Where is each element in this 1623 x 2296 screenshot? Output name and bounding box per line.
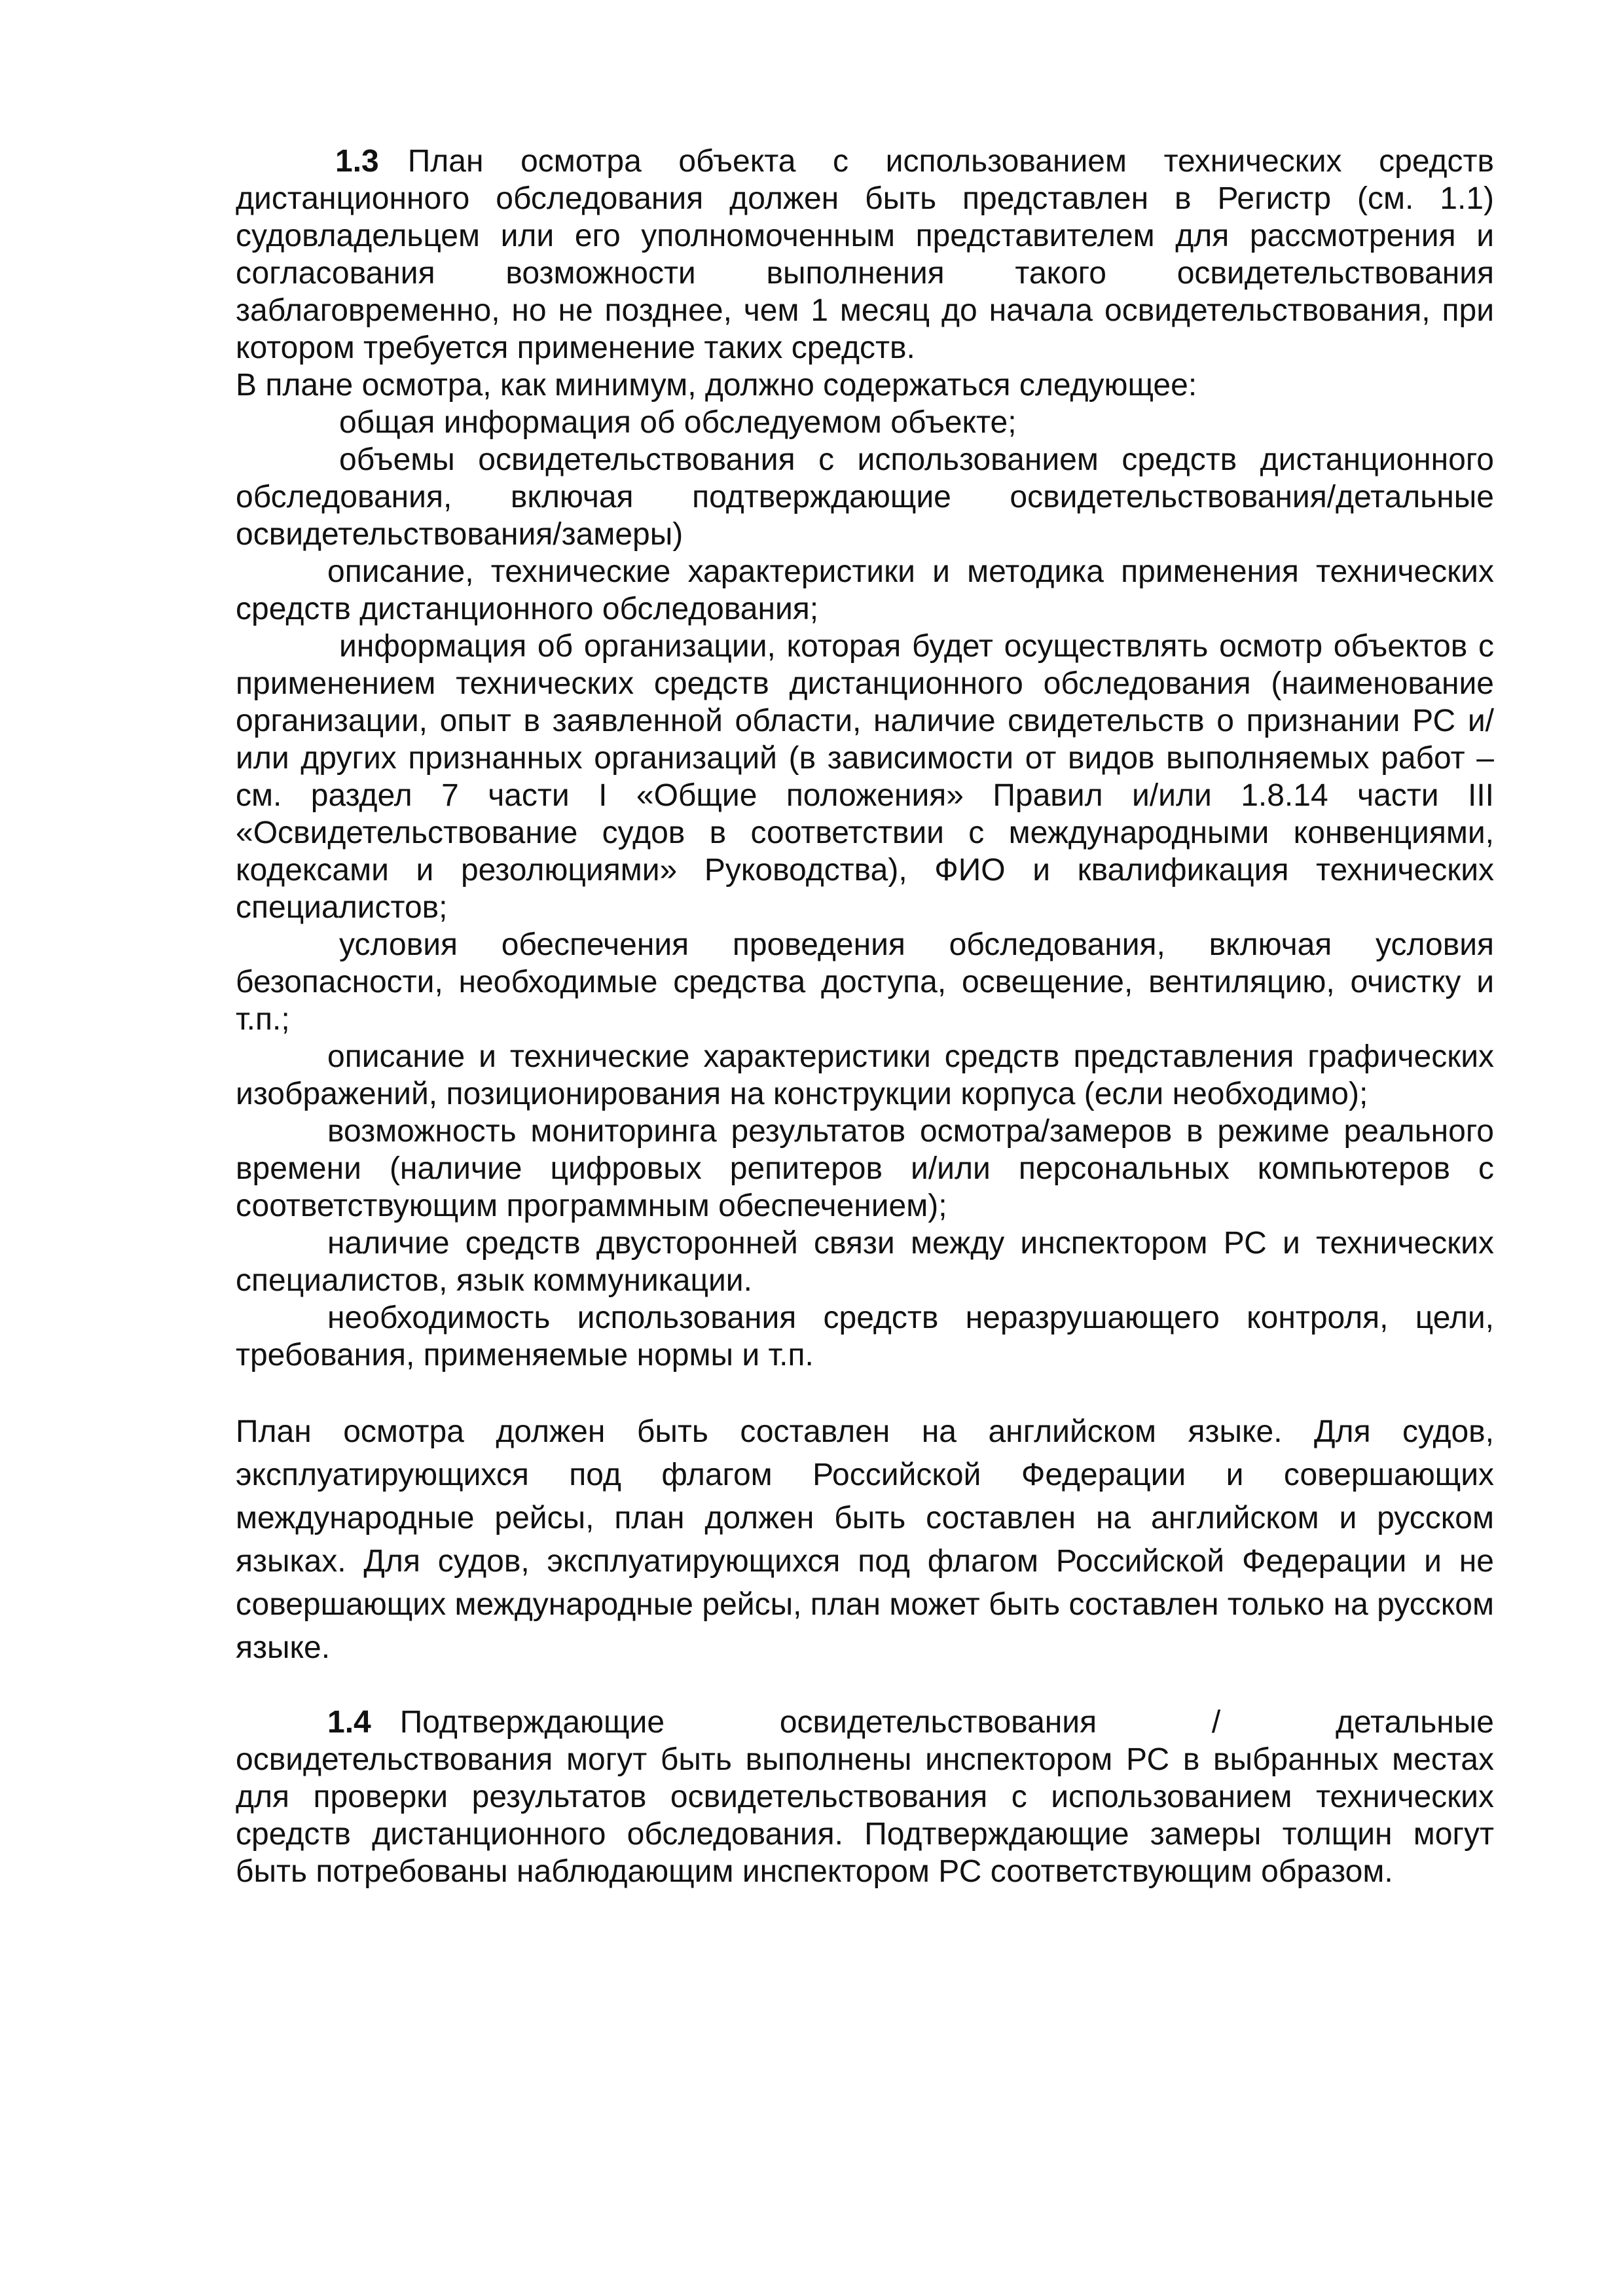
plan-intro: В плане осмотра, как минимум, должно содержаться следующее: bbox=[236, 368, 1197, 403]
plan-item: необходимость использования средств неразрушающего контроля, цели, требования, применяемые нормы и т.п. bbox=[236, 1300, 1494, 1372]
section-1-4-text: Подтверждающие освидетельствования / детальные освидетельствования могут быть выполнены инспектором РС в выбранных местах для проверки результатов освидетельствования с использованием технических средств дистанционного обследования. Подтверждающие замеры толщин могут быть потребованы наблюдающим инспектором РС соответствующим образом. bbox=[236, 1705, 1494, 1889]
plan-item: информация об организации, которая будет осуществлять осмотр объектов с применением технических средств дистанционного обследования (наименование организации, опыт в заявленной области, наличие свидетельств о признании РС и/или других признанных организаций (в зависимости от видов выполняемых работ – см. раздел 7 части I «Общие положения» Правил и/или 1.8.14 части III «Освидетельствование судов в соответствии с международными конвенциями, кодексами и резолюциями» Руководства), ФИО и квалификация технических специалистов; bbox=[236, 629, 1494, 925]
section-1-4-paragraph bbox=[236, 1704, 1494, 1890]
plan-item: описание, технические характеристики и методика применения технических средств дистанционного обследования; bbox=[236, 554, 1494, 626]
document-page bbox=[236, 143, 1494, 1890]
paragraph-spacer bbox=[236, 1670, 1494, 1704]
plan-item: общая информация об обследуемом объекте; bbox=[339, 405, 1017, 440]
language-paragraph: План осмотра должен быть составлен на английском языке. Для судов, эксплуатирующихся под флагом Российской Федерации и совершающих международные рейсы, план должен быть составлен на английском и русском языках. Для судов, эксплуатирующихся под флагом Российской Федерации и не совершающих международные рейсы, план может быть составлен только на русском языке. bbox=[236, 1414, 1494, 1665]
section-number-1-3: 1.3 bbox=[335, 144, 379, 179]
plan-item: объемы освидетельствования с использованием средств дистанционного обследования, включая подтверждающие освидетельствования/детальные освидетельствования/замеры) bbox=[236, 442, 1494, 552]
plan-item: возможность мониторинга результатов осмотра/замеров в режиме реального времени (наличие цифровых репитеров и/или персональных компьютеров с соответствующим программным обеспечением); bbox=[236, 1114, 1494, 1223]
plan-item: условия обеспечения проведения обследования, включая условия безопасности, необходимые средства доступа, освещение, вентиляцию, очистку и т.п.; bbox=[236, 927, 1494, 1037]
plan-item: описание и технические характеристики средств представления графических изображений, позиционирования на конструкции корпуса (если необходимо); bbox=[236, 1039, 1494, 1111]
section-number-1-4: 1.4 bbox=[327, 1705, 371, 1740]
section-1-3-paragraph bbox=[236, 143, 1494, 367]
plan-item: наличие средств двусторонней связи между инспектором РС и технических специалистов, язык коммуникации. bbox=[236, 1226, 1494, 1298]
section-1-3-text: План осмотра объекта с использованием технических средств дистанционного обследования должен быть представлен в Регистр (см. 1.1) судовладельцем или его уполномоченным представителем для рассмотрения и согласования возможности выполнения такого освидетельствования заблаговременно, но не позднее, чем 1 месяц до начала освидетельствования, при котором требуется применение таких средств. bbox=[236, 144, 1494, 365]
paragraph-spacer bbox=[236, 1374, 1494, 1410]
